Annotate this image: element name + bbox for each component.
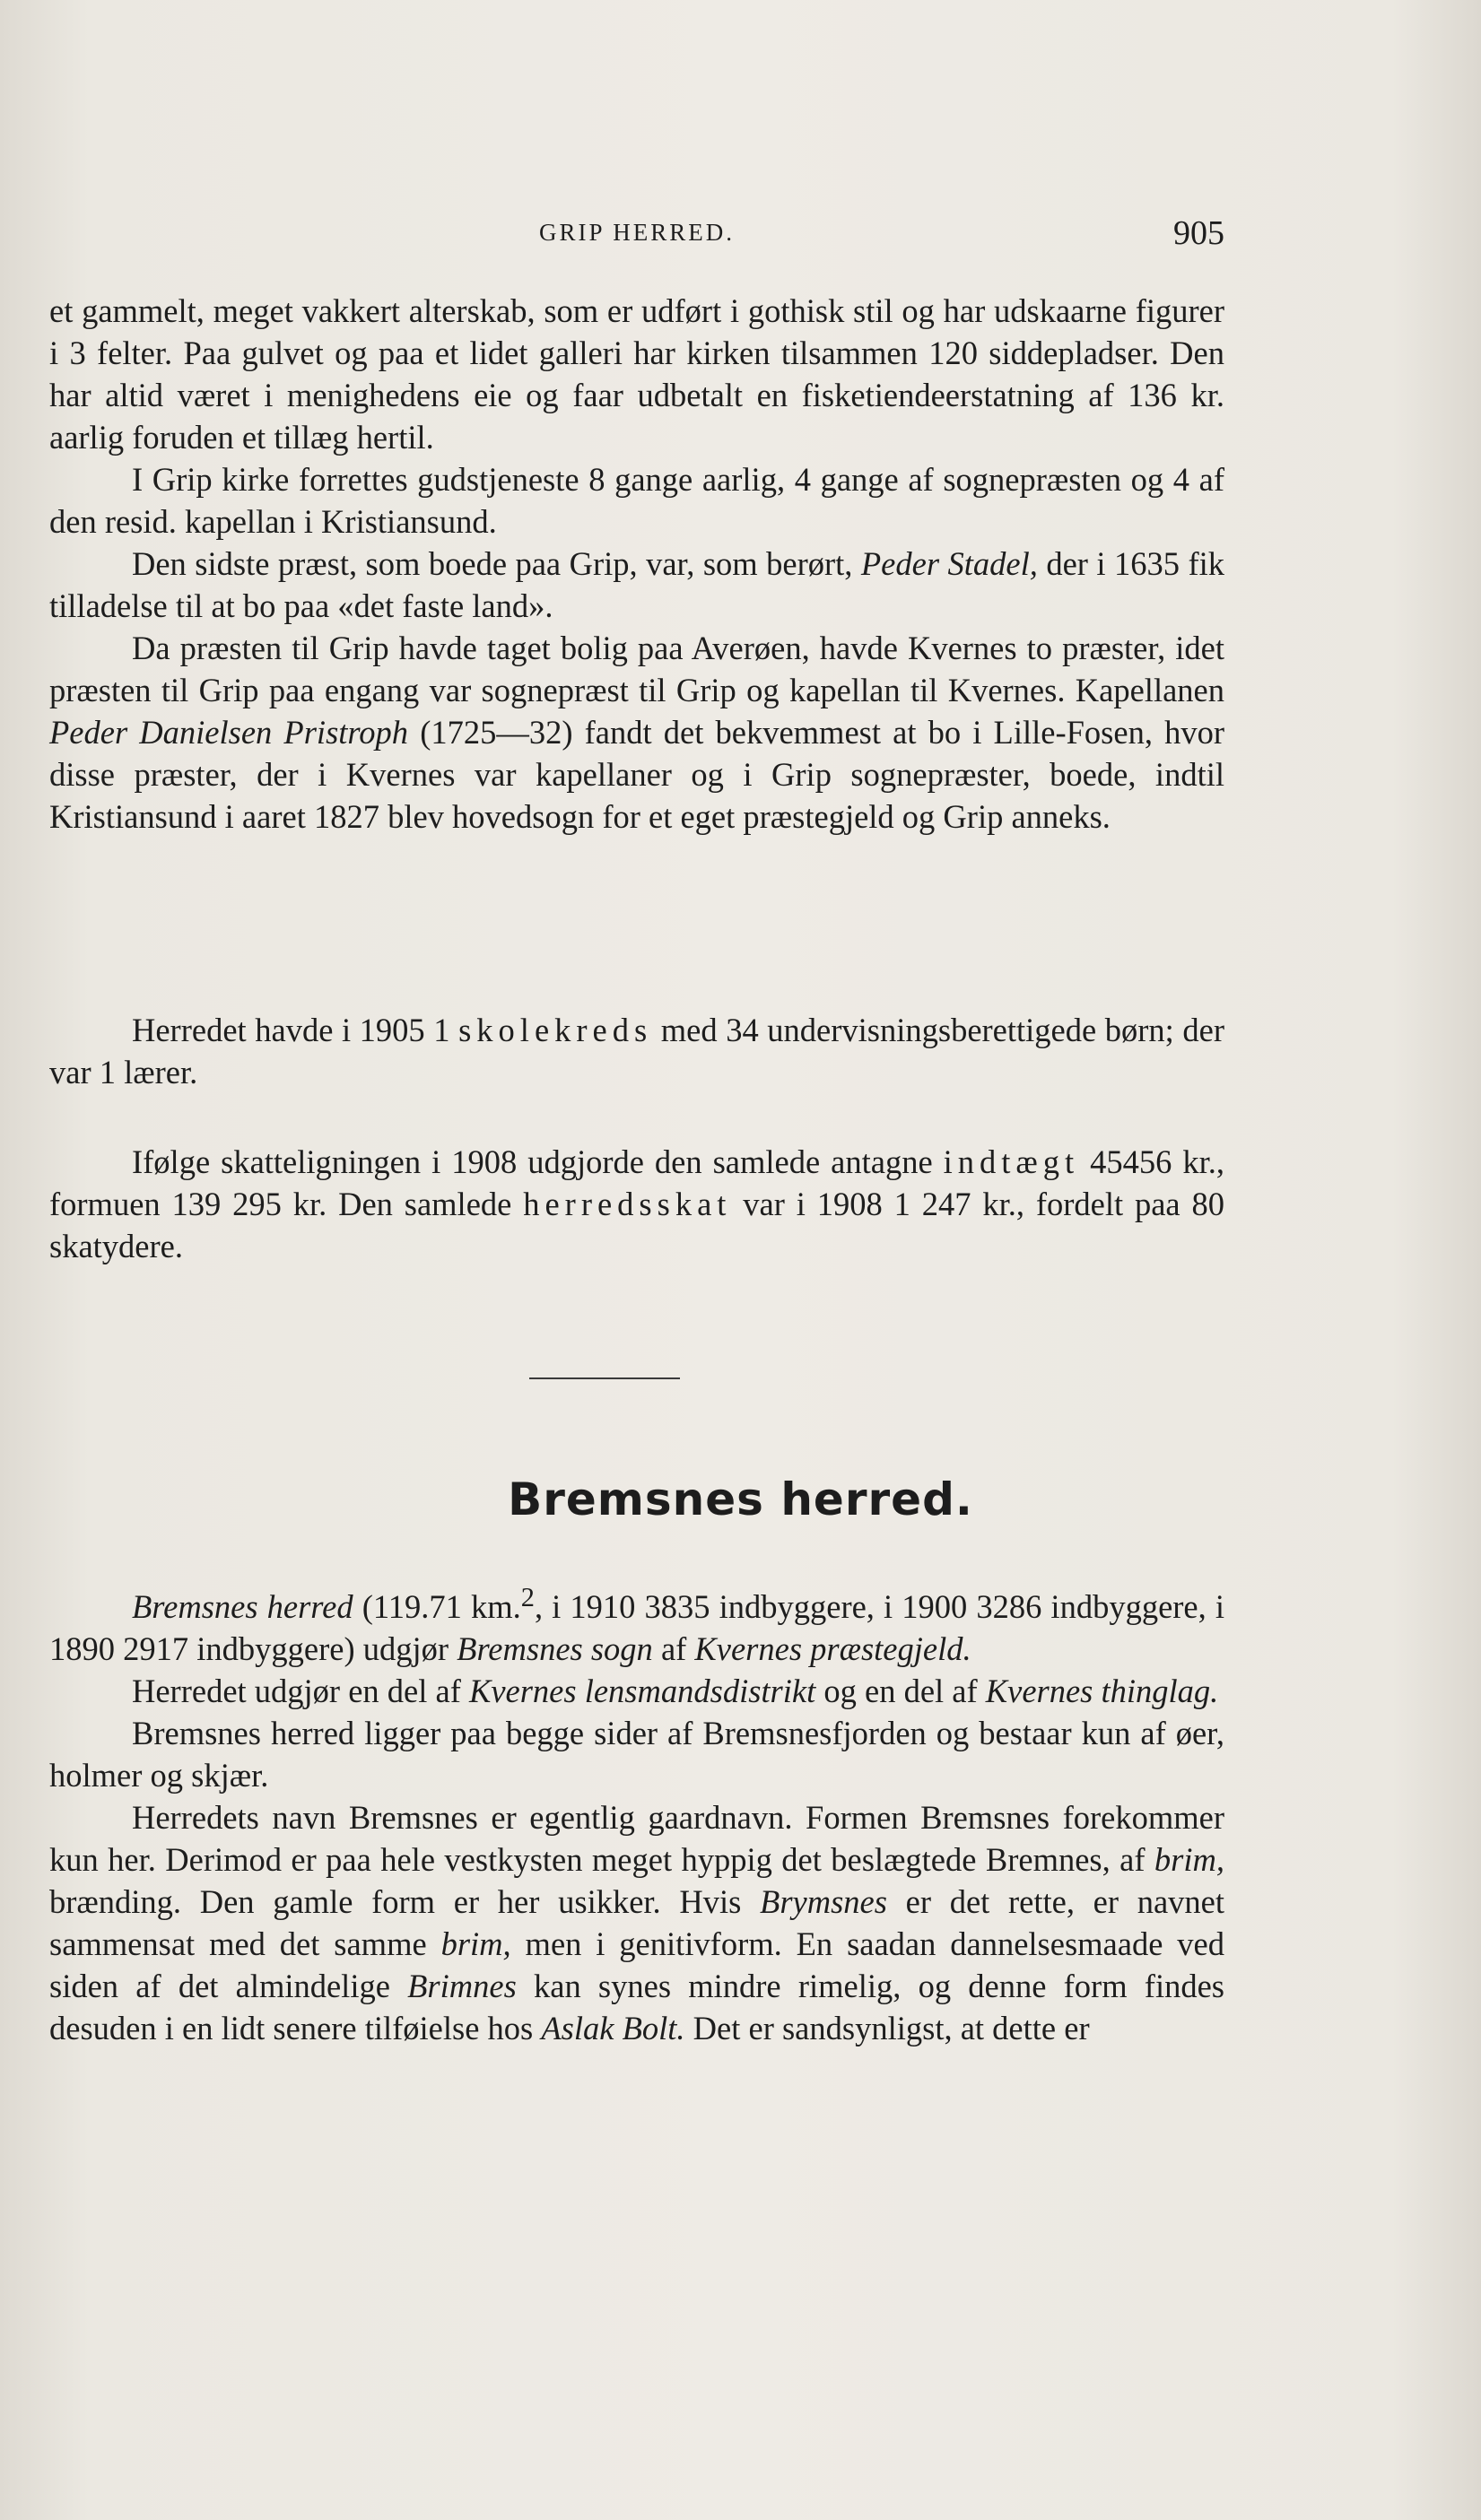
grip-church-text (49, 290, 1224, 838)
school-text (49, 1009, 1224, 1093)
section-title: Bremsnes herred. (508, 1473, 973, 1525)
paragraph: Den sidste præst, som boede paa Grip, var, som berørt, Peder Stadel, der i 1635 fik tilladelse til at bo paa «det faste land». (49, 545, 1225, 624)
paragraph: Bremsnes herred (119.71 km.$^2$, i 1910 3835 indbyggere, i 1900 3286 indbyggere, i 1890 2917 indbyggere) udgjør Bremsnes sogn af Kvernes præstegjeld. (49, 1582, 1224, 1668)
spaced-term: indtægt (943, 1143, 1080, 1180)
running-head: GRIP HERRED. (538, 219, 735, 246)
paragraph: Ifølge skatteligningen i 1908 udgjorde den samlede antagne indtægt 45456 kr., formuen 139 295 kr. Den samlede herredsskat var i 1908 1 247 kr., fordelt paa 80 skatydere. (49, 1143, 1225, 1264)
spaced-term: skolekreds (458, 1012, 653, 1048)
paragraph: et gammelt, meget vakkert alterskab, som er udført i gothisk stil og har udskaarne figurer i 3 felter. Paa gulvet og paa et lidet galleri har kirken tilsammen 120 siddepladser. Den har altid været i menighedens eie og faar udbetalt en fisketiendeerstatning af 136 kr. aarlig foruden et tillæg hertil. (49, 292, 1224, 456)
page-number: 905 (1173, 214, 1224, 252)
spaced-term: herredsskat (523, 1186, 732, 1222)
paragraph: I Grip kirke forrettes gudstjeneste 8 gange aarlig, 4 gange af sognepræsten og 4 af den resid. kapellan i Kristiansund. (49, 461, 1224, 540)
paragraph: Herredet havde i 1905 1 skolekreds med 34 undervisningsberettigede børn; der var 1 lærer. (49, 1012, 1225, 1091)
section-divider (529, 1377, 680, 1379)
person-name: Peder Danielsen Pristroph (49, 714, 409, 751)
bremsnes-text (49, 1577, 1224, 2049)
paragraph: Herredet udgjør en del af Kvernes lensmandsdistrikt og en del af Kvernes thinglag. (132, 1673, 1219, 1710)
paragraph: Herredets navn Bremsnes er egentlig gaardnavn. Formen Bremsnes forekommer kun her. Derimod er paa hele vestkysten meget hyppig det beslægtede Bremnes, af brim, brænding. Den gamle form er her usikker. Hvis Brymsnes er det rette, er navnet sammensat med det samme brim, men i genitivform. En saadan dannelsesmaade ved siden af det almindelige Brimnes kan synes mindre rimelig, og denne form findes desuden i en lidt senere tilføielse hos Aslak Bolt. Det er sandsynligst, at dette er (49, 1799, 1225, 2047)
tax-text (49, 1141, 1224, 1267)
page-header (49, 213, 1224, 258)
paragraph: Da præsten til Grip havde taget bolig paa Averøen, havde Kvernes to præster, idet præsten til Grip paa engang var sognepræst til Grip og kapellan til Kvernes. Kapellanen Peder Danielsen Pristroph (1725—32) fandt det bekvemmest at bo i Lille-Fosen, hvor disse præster, der i Kvernes var kapellaner og i Grip sognepræster, boede, indtil Kristiansund i aaret 1827 blev hovedsogn for et eget præstegjeld og Grip anneks. (49, 630, 1225, 835)
paragraph: Bremsnes herred ligger paa begge sider af Bremsnesfjorden og bestaar kun af øer, holmer og skjær. (49, 1715, 1224, 1794)
person-name: Peder Stadel, (860, 545, 1038, 582)
